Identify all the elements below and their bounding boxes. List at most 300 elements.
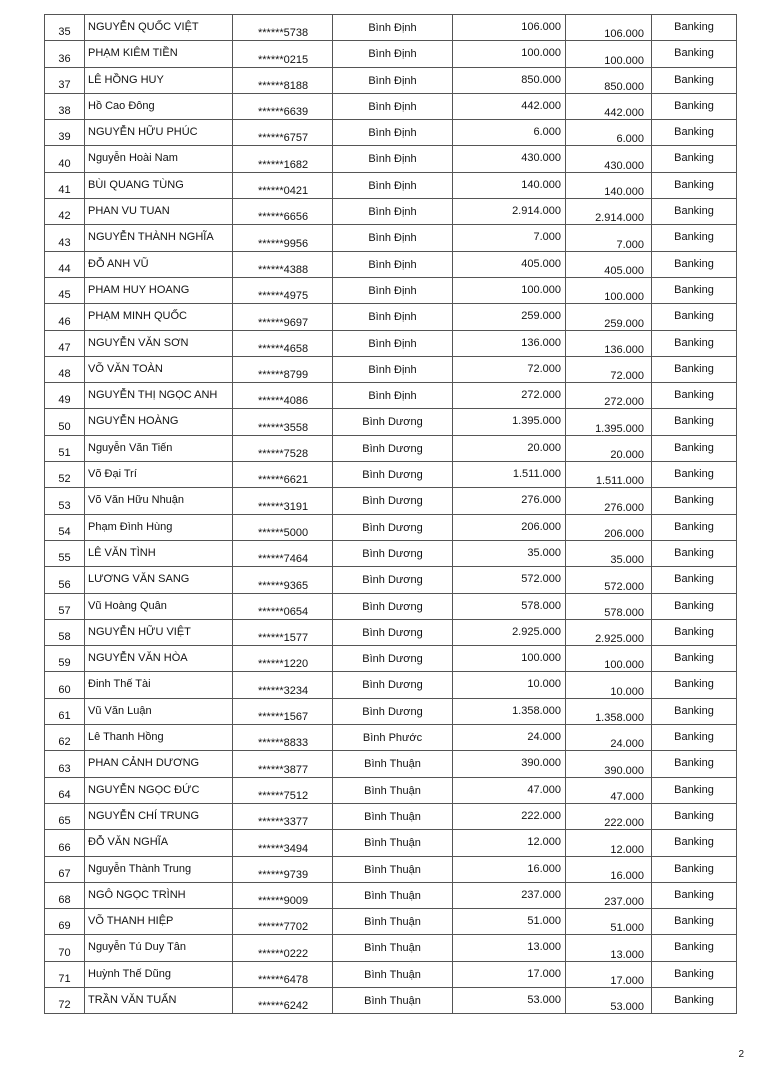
donor-name: Vũ Văn Luận: [88, 704, 152, 717]
payment-method-cell: [652, 830, 737, 856]
account-number-cell: [233, 540, 333, 566]
amount: 47.000: [527, 783, 561, 796]
account-number: ******5738: [258, 27, 309, 40]
amount-received: 47.000: [610, 790, 644, 803]
province-cell: [333, 15, 453, 41]
province-cell: [333, 698, 453, 724]
province: Bình Dương: [362, 705, 423, 718]
donor-name: NGUYỄN HOÀNG: [88, 415, 179, 428]
table-row: [45, 593, 737, 619]
payment-method: Banking: [674, 468, 714, 481]
province: Bình Dương: [362, 442, 423, 455]
amount-received: 35.000: [610, 554, 644, 567]
table-row: [45, 725, 737, 751]
amount-received: 1.358.000: [595, 712, 644, 725]
donor-name-cell: [85, 830, 233, 856]
payment-method: Banking: [674, 73, 714, 86]
account-number-cell: [233, 277, 333, 303]
row-number-cell: [45, 277, 85, 303]
table-row: [45, 777, 737, 803]
table-row: [45, 409, 737, 435]
account-number-cell: [233, 41, 333, 67]
row-number: 63: [58, 762, 71, 775]
donor-name-cell: [85, 120, 233, 146]
donor-name: NGUYỄN HỮU VIỆT: [88, 625, 191, 638]
amount: 405.000: [521, 257, 561, 270]
account-number-cell: [233, 567, 333, 593]
donor-name: Đinh Thế Tài: [88, 678, 151, 691]
donor-name-cell: [85, 15, 233, 41]
amount-received: 100.000: [604, 54, 644, 67]
table-row: [45, 462, 737, 488]
donor-name: Huỳnh Thế Dũng: [88, 967, 171, 980]
amount-cell: [453, 304, 566, 330]
province-cell: [333, 462, 453, 488]
donor-name: NGUYỄN VĂN SƠN: [88, 336, 189, 349]
amount-cell: [453, 909, 566, 935]
row-number-cell: [45, 856, 85, 882]
table-row: [45, 935, 737, 961]
table-row: [45, 330, 737, 356]
amount-received-cell: [566, 251, 652, 277]
table-row: [45, 172, 737, 198]
donor-name: ĐỖ VĂN NGHĨA: [88, 836, 169, 849]
row-number: 68: [58, 894, 71, 907]
province: Bình Định: [368, 48, 417, 61]
donor-name-cell: [85, 725, 233, 751]
payment-method: Banking: [674, 993, 714, 1006]
province: Bình Định: [368, 153, 417, 166]
amount: 237.000: [521, 888, 561, 901]
amount-received: 442.000: [604, 107, 644, 120]
account-number-cell: [233, 172, 333, 198]
donor-name: BÙI QUANG TÙNG: [88, 178, 184, 191]
row-number: 71: [58, 972, 71, 985]
donor-name-cell: [85, 514, 233, 540]
table-row: [45, 803, 737, 829]
province: Bình Định: [368, 22, 417, 34]
payment-method-cell: [652, 199, 737, 225]
row-number-cell: [45, 540, 85, 566]
table-row: [45, 514, 737, 540]
payment-method: Banking: [674, 231, 714, 244]
row-number-cell: [45, 172, 85, 198]
account-number: ******6242: [258, 1000, 309, 1013]
payment-method-cell: [652, 93, 737, 119]
account-number-cell: [233, 909, 333, 935]
payment-method: Banking: [674, 21, 714, 33]
account-number: ******1567: [258, 711, 309, 724]
donor-name-cell: [85, 462, 233, 488]
donor-name: NGUYỄN NGỌC ĐỨC: [88, 783, 200, 796]
account-number: ******9956: [258, 237, 309, 250]
amount-cell: [453, 225, 566, 251]
amount-received-cell: [566, 225, 652, 251]
row-number: 47: [58, 341, 71, 354]
account-number-cell: [233, 330, 333, 356]
payment-method: Banking: [674, 310, 714, 323]
donor-name: LÊ VĂN TÌNH: [88, 546, 156, 559]
account-number-cell: [233, 225, 333, 251]
donor-name: ĐỖ ANH VŨ: [88, 257, 149, 270]
account-number-cell: [233, 304, 333, 330]
amount-received: 20.000: [610, 449, 644, 462]
table-row: [45, 225, 737, 251]
amount-cell: [453, 882, 566, 908]
payment-method: Banking: [674, 205, 714, 218]
row-number-cell: [45, 725, 85, 751]
donor-name: NGUYỄN CHÍ TRUNG: [88, 809, 200, 822]
amount-received-cell: [566, 172, 652, 198]
province: Bình Định: [368, 127, 417, 140]
account-number: ******4658: [258, 342, 309, 355]
payment-method: Banking: [674, 126, 714, 139]
account-number-cell: [233, 856, 333, 882]
amount-cell: [453, 93, 566, 119]
amount: 17.000: [527, 967, 561, 980]
payment-method: Banking: [674, 494, 714, 507]
table-row: [45, 356, 737, 382]
payment-method-cell: [652, 67, 737, 93]
amount-received-cell: [566, 383, 652, 409]
account-number-cell: [233, 356, 333, 382]
amount-cell: [453, 172, 566, 198]
account-number: ******6478: [258, 973, 309, 986]
account-number: ******0215: [258, 53, 309, 66]
payment-method: Banking: [674, 783, 714, 796]
account-number: ******9739: [258, 868, 309, 881]
province-cell: [333, 882, 453, 908]
donor-name-cell: [85, 146, 233, 172]
amount-received: 12.000: [610, 843, 644, 856]
account-number-cell: [233, 120, 333, 146]
province-cell: [333, 593, 453, 619]
donor-name-cell: [85, 935, 233, 961]
account-number: ******1577: [258, 632, 309, 645]
amount: 16.000: [527, 862, 561, 875]
amount-received-cell: [566, 619, 652, 645]
amount-received: 24.000: [610, 738, 644, 751]
donor-name-cell: [85, 304, 233, 330]
donor-name-cell: [85, 619, 233, 645]
province-cell: [333, 646, 453, 672]
donor-name-cell: [85, 435, 233, 461]
account-number: ******8833: [258, 737, 309, 750]
account-number: ******3377: [258, 816, 309, 829]
province: Bình Dương: [362, 547, 423, 560]
amount-received: 259.000: [604, 317, 644, 330]
amount-received: 51.000: [610, 922, 644, 935]
province: Bình Dương: [362, 600, 423, 613]
amount: 7.000: [533, 231, 561, 244]
amount-cell: [453, 777, 566, 803]
row-number-cell: [45, 567, 85, 593]
donor-name: LÊ HỒNG HUY: [88, 73, 164, 86]
amount: 578.000: [521, 599, 561, 612]
amount-received-cell: [566, 672, 652, 698]
amount-received: 222.000: [604, 817, 644, 830]
row-number: 36: [58, 52, 71, 65]
account-number-cell: [233, 803, 333, 829]
province-cell: [333, 619, 453, 645]
amount-received: 578.000: [604, 606, 644, 619]
row-number: 58: [58, 631, 71, 644]
province: Bình Định: [368, 311, 417, 324]
amount: 1.358.000: [512, 704, 561, 717]
account-number: ******8188: [258, 79, 309, 92]
province-cell: [333, 225, 453, 251]
payment-method: Banking: [674, 731, 714, 744]
province-cell: [333, 435, 453, 461]
account-number-cell: [233, 462, 333, 488]
payment-method: Banking: [674, 283, 714, 296]
amount-received-cell: [566, 120, 652, 146]
amount-received-cell: [566, 698, 652, 724]
account-number: ******3494: [258, 842, 309, 855]
amount-cell: [453, 356, 566, 382]
donor-name-cell: [85, 356, 233, 382]
amount-cell: [453, 961, 566, 987]
table-row: [45, 41, 737, 67]
donor-name-cell: [85, 488, 233, 514]
province-cell: [333, 567, 453, 593]
payment-method-cell: [652, 593, 737, 619]
donor-name-cell: [85, 961, 233, 987]
donor-name: PHAN VU TUAN: [88, 205, 170, 218]
province-cell: [333, 41, 453, 67]
table-row: [45, 67, 737, 93]
payment-method: Banking: [674, 652, 714, 665]
payment-method-cell: [652, 383, 737, 409]
row-number-cell: [45, 619, 85, 645]
province: Bình Dương: [362, 653, 423, 666]
donor-name: PHẠM KIÊM TIỀN: [88, 47, 178, 60]
province: Bình Thuận: [364, 837, 421, 850]
donor-name-cell: [85, 93, 233, 119]
amount-received: 106.000: [604, 28, 644, 41]
payment-method: Banking: [674, 625, 714, 638]
table-row: [45, 488, 737, 514]
province-cell: [333, 909, 453, 935]
account-number-cell: [233, 251, 333, 277]
account-number-cell: [233, 646, 333, 672]
row-number-cell: [45, 435, 85, 461]
amount-received: 276.000: [604, 501, 644, 514]
donor-name: Nguyễn Hoài Nam: [88, 152, 178, 165]
amount: 100.000: [521, 652, 561, 665]
table-row: [45, 199, 737, 225]
donor-name: TRẦN VĂN TUẤN: [88, 993, 177, 1006]
amount: 259.000: [521, 310, 561, 323]
row-number-cell: [45, 698, 85, 724]
payment-method: Banking: [674, 862, 714, 875]
province-cell: [333, 304, 453, 330]
donor-name: NGUYỄN HỮU PHÚC: [88, 126, 198, 139]
donor-name-cell: [85, 540, 233, 566]
table-row: [45, 540, 737, 566]
donor-name: NGÔ NGỌC TRÌNH: [88, 888, 186, 901]
payment-method: Banking: [674, 836, 714, 849]
row-number: 67: [58, 867, 71, 880]
row-number-cell: [45, 225, 85, 251]
amount-received: 140.000: [604, 186, 644, 199]
amount-cell: [453, 409, 566, 435]
amount-received: 430.000: [604, 159, 644, 172]
payment-method-cell: [652, 725, 737, 751]
amount: 106.000: [521, 21, 561, 33]
amount: 6.000: [533, 126, 561, 139]
amount-cell: [453, 514, 566, 540]
table-body: [45, 15, 737, 1014]
amount: 276.000: [521, 494, 561, 507]
payment-method-cell: [652, 488, 737, 514]
table-row: [45, 619, 737, 645]
amount-received-cell: [566, 462, 652, 488]
amount-received: 16.000: [610, 869, 644, 882]
amount-cell: [453, 619, 566, 645]
donor-name: Hồ Cao Đông: [88, 99, 155, 112]
amount-cell: [453, 593, 566, 619]
donor-name-cell: [85, 698, 233, 724]
amount-received-cell: [566, 199, 652, 225]
amount-cell: [453, 383, 566, 409]
province: Bình Thuận: [364, 784, 421, 797]
amount: 222.000: [521, 809, 561, 822]
account-number-cell: [233, 830, 333, 856]
account-number-cell: [233, 488, 333, 514]
province-cell: [333, 172, 453, 198]
province: Bình Thuận: [364, 916, 421, 929]
account-number-cell: [233, 514, 333, 540]
amount-cell: [453, 672, 566, 698]
amount-received-cell: [566, 882, 652, 908]
amount-cell: [453, 725, 566, 751]
amount: 136.000: [521, 336, 561, 349]
province-cell: [333, 856, 453, 882]
province-cell: [333, 356, 453, 382]
account-number: ******4975: [258, 290, 309, 303]
province-cell: [333, 935, 453, 961]
table-row: [45, 277, 737, 303]
table-row: [45, 830, 737, 856]
row-number: 43: [58, 236, 71, 249]
row-number-cell: [45, 488, 85, 514]
amount-cell: [453, 488, 566, 514]
amount: 20.000: [527, 441, 561, 454]
account-number: ******6656: [258, 211, 309, 224]
amount-received: 272.000: [604, 396, 644, 409]
table-row: [45, 251, 737, 277]
amount-received-cell: [566, 935, 652, 961]
amount-cell: [453, 987, 566, 1013]
province-cell: [333, 277, 453, 303]
row-number: 35: [58, 26, 71, 39]
donor-name: VÕ VĂN TOÀN: [88, 362, 163, 375]
amount-received-cell: [566, 593, 652, 619]
page-number: 2: [738, 1049, 744, 1060]
payment-method-cell: [652, 619, 737, 645]
account-number-cell: [233, 698, 333, 724]
province: Bình Dương: [362, 495, 423, 508]
amount-received-cell: [566, 409, 652, 435]
province: Bình Thuận: [364, 863, 421, 876]
account-number: ******6757: [258, 132, 309, 145]
table-row: [45, 672, 737, 698]
province-cell: [333, 67, 453, 93]
payment-method: Banking: [674, 704, 714, 717]
row-number-cell: [45, 41, 85, 67]
amount-received-cell: [566, 435, 652, 461]
amount-received: 405.000: [604, 264, 644, 277]
table-row: [45, 856, 737, 882]
province: Bình Thuận: [364, 758, 421, 771]
account-number: ******3234: [258, 684, 309, 697]
amount: 272.000: [521, 389, 561, 402]
amount-cell: [453, 567, 566, 593]
donor-name: VÕ THANH HIỆP: [88, 915, 174, 928]
province-cell: [333, 330, 453, 356]
donor-name-cell: [85, 409, 233, 435]
account-number-cell: [233, 93, 333, 119]
province: Bình Định: [368, 284, 417, 297]
donor-name: Nguyễn Thành Trung: [88, 862, 192, 875]
province: Bình Thuận: [364, 968, 421, 981]
amount-received: 572.000: [604, 580, 644, 593]
province-cell: [333, 383, 453, 409]
amount-received: 72.000: [610, 370, 644, 383]
amount-received-cell: [566, 304, 652, 330]
province-cell: [333, 777, 453, 803]
payment-method: Banking: [674, 47, 714, 60]
province-cell: [333, 488, 453, 514]
row-number-cell: [45, 882, 85, 908]
donor-name: NGUYỄN VĂN HÒA: [88, 652, 188, 665]
amount-received: 206.000: [604, 527, 644, 540]
payment-method: Banking: [674, 809, 714, 822]
row-number-cell: [45, 803, 85, 829]
province: Bình Dương: [362, 416, 423, 429]
account-number: ******7702: [258, 921, 309, 934]
payment-method: Banking: [674, 573, 714, 586]
amount-cell: [453, 540, 566, 566]
amount-received: 1.395.000: [595, 422, 644, 435]
amount-received-cell: [566, 277, 652, 303]
amount-received: 2.925.000: [595, 633, 644, 646]
donor-name-cell: [85, 251, 233, 277]
account-number-cell: [233, 409, 333, 435]
amount-received-cell: [566, 93, 652, 119]
table-row: [45, 567, 737, 593]
account-number-cell: [233, 146, 333, 172]
account-number: ******0222: [258, 947, 309, 960]
donor-name: Võ Đại Trí: [88, 468, 137, 481]
province: Bình Dương: [362, 679, 423, 692]
amount: 13.000: [527, 941, 561, 954]
payment-method-cell: [652, 514, 737, 540]
amount-received: 13.000: [610, 948, 644, 961]
account-number-cell: [233, 935, 333, 961]
payment-method-cell: [652, 146, 737, 172]
row-number: 61: [58, 710, 71, 723]
row-number-cell: [45, 777, 85, 803]
row-number: 70: [58, 946, 71, 959]
amount: 2.914.000: [512, 205, 561, 218]
payment-method: Banking: [674, 257, 714, 270]
amount-cell: [453, 830, 566, 856]
province: Bình Thuận: [364, 889, 421, 902]
table-row: [45, 120, 737, 146]
amount-received-cell: [566, 330, 652, 356]
